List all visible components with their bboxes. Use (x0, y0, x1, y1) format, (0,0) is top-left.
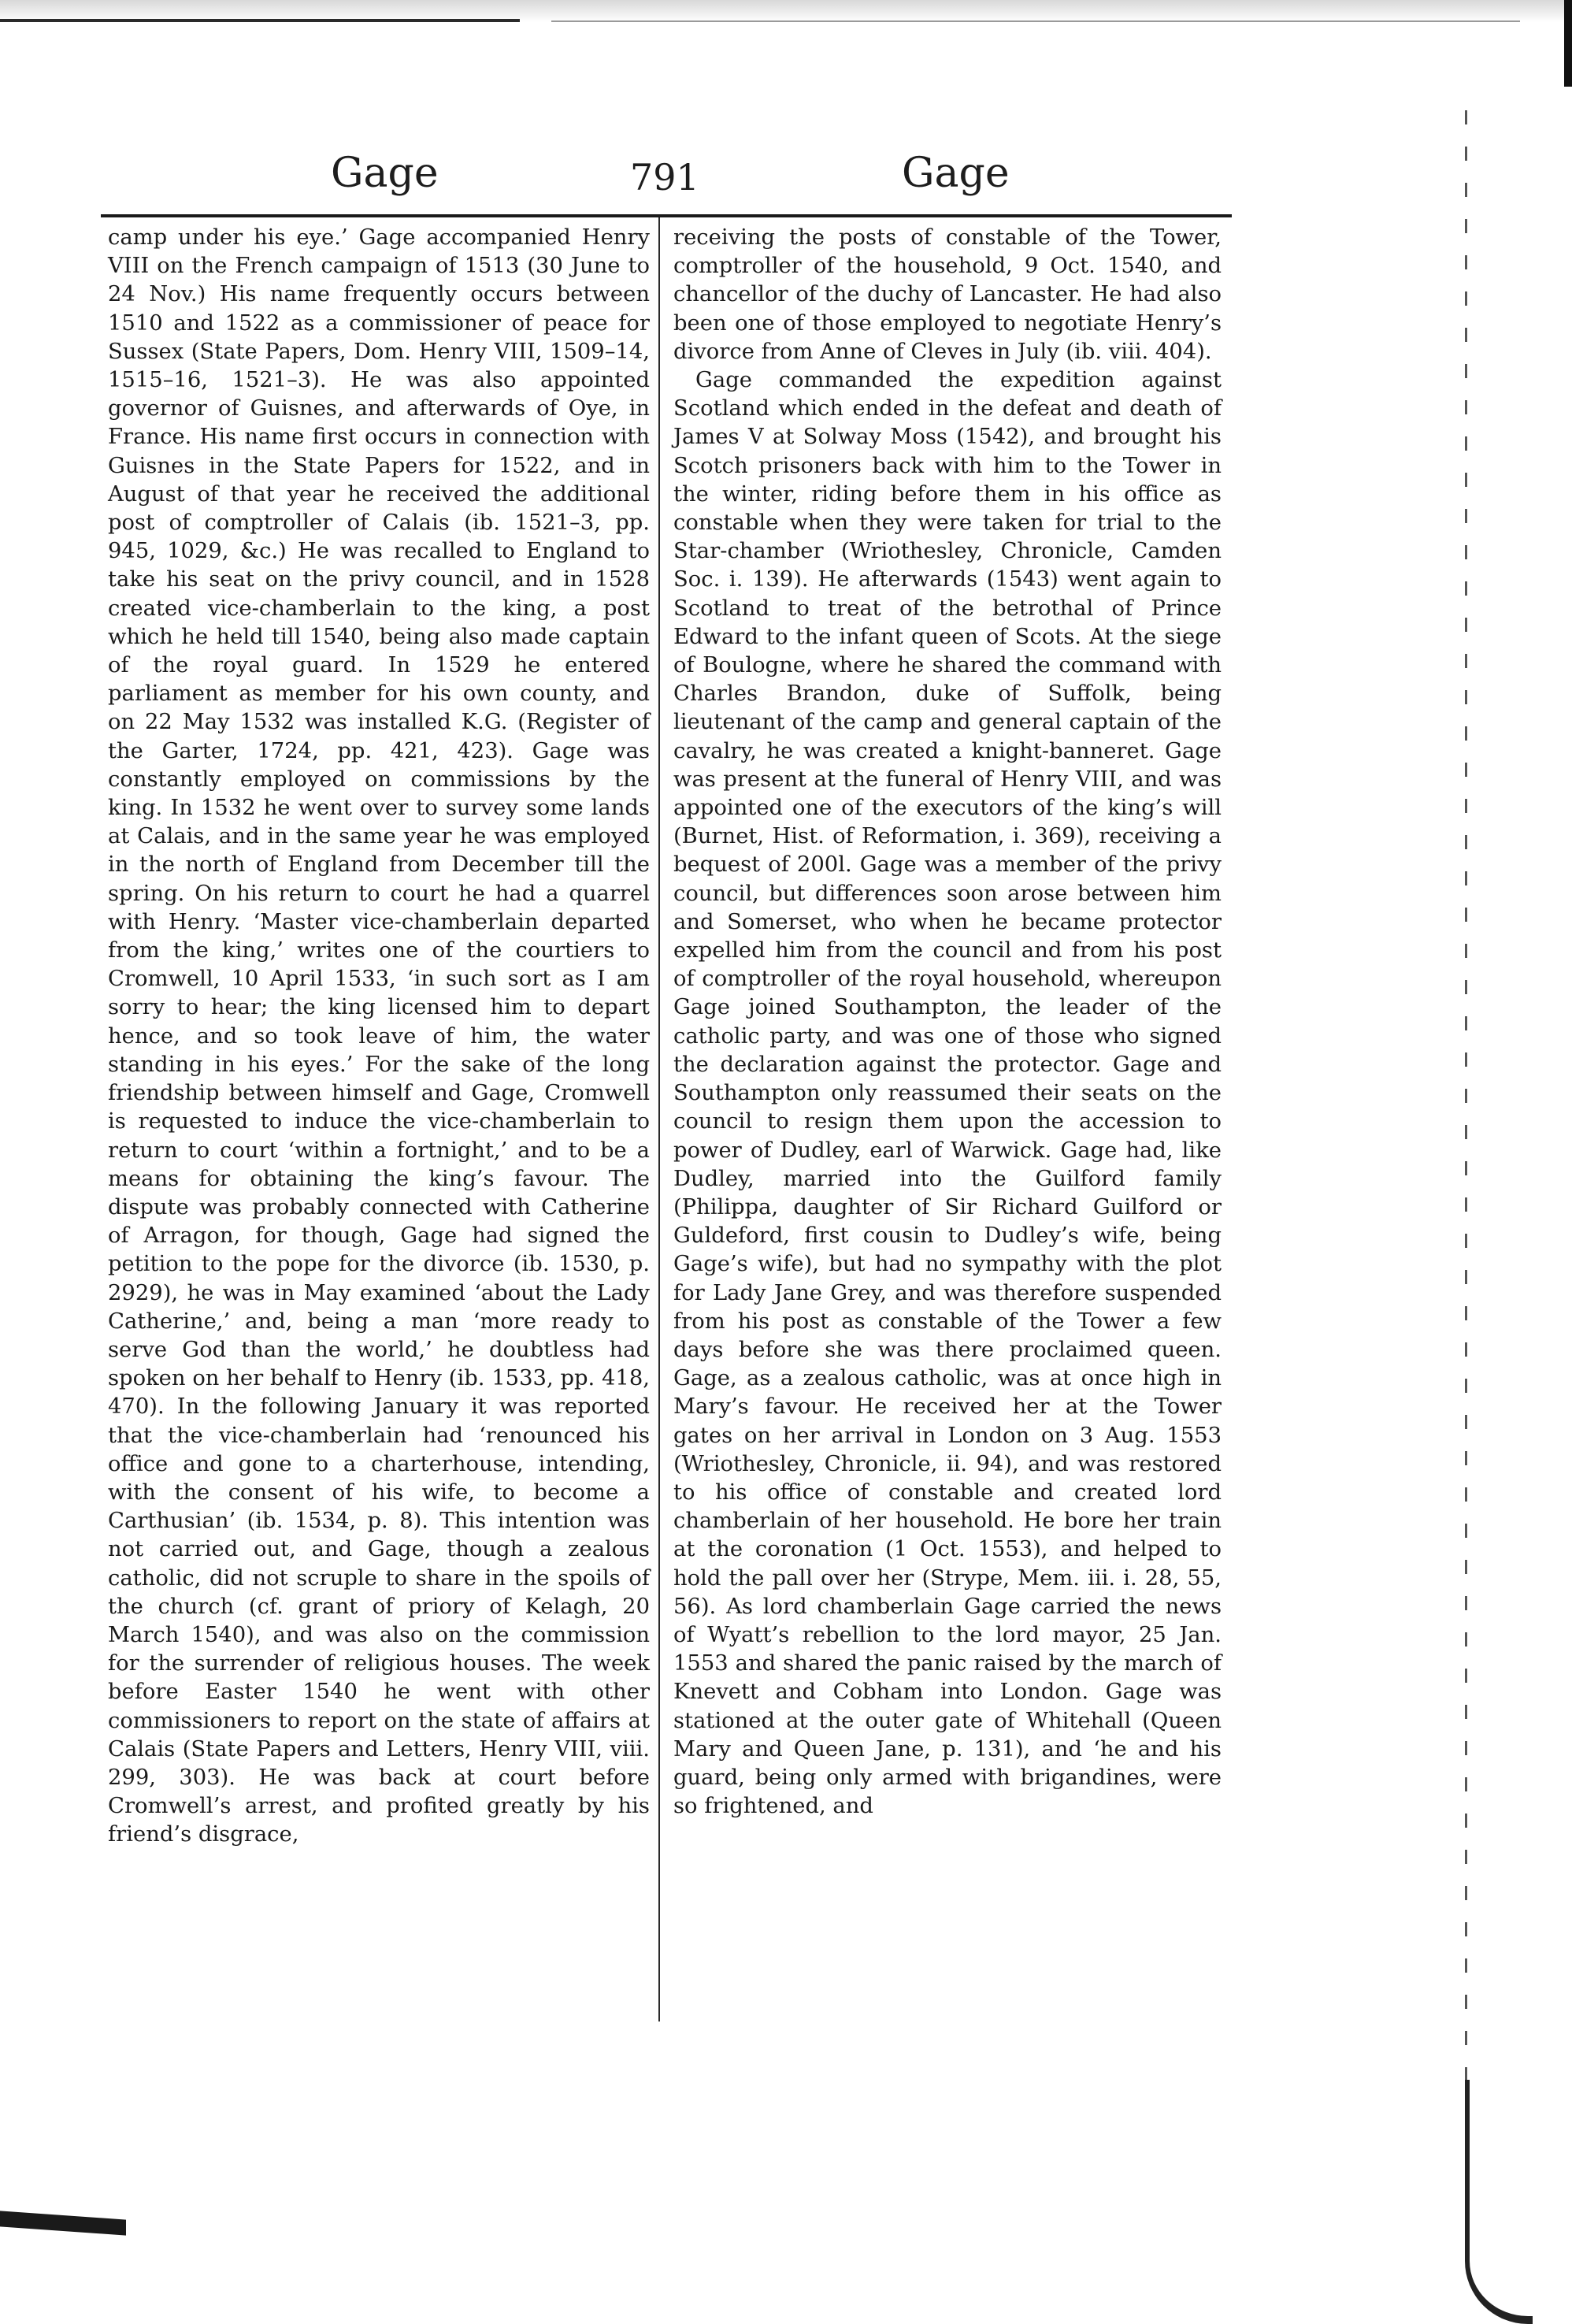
right-paragraph-2: Gage commanded the expedition against Scotland which ended in the defeat and death of James V at Solway Moss (1542), and brought his Scotch prisoners back with him to the Tower in the winter, riding before them in his office as constable when they were taken for trial to the Star-chamber (Wriothesley, Chronicle, Camden Soc. i. 139). He afterwards (1543) went again to Scotland to treat of the betrothal of Prince Edward to the infant queen of Scots. At the siege of Boulogne, where he shared the command with Charles Brandon, duke of Suffolk, being lieutenant of the camp and general captain of the cavalry, he was created a knight-banneret. Gage was present at the funeral of Henry VIII, and was appointed one of the executors of the king’s will (Burnet, Hist. of Reformation, i. 369), receiving a bequest of 200l. Gage was a member of the privy council, but differences soon arose between him and Somerset, who when he became protector expelled him from the council and from his post of comptroller of the royal household, whereupon Gage joined Southampton, the leader of the catholic party, and was one of those who signed the declaration against the protector. Gage and Southampton only reassumed their seats on the council to resign them upon the accession to power of Dudley, earl of Warwick. Gage had, like Dudley, married into the Guilford family (Philippa, daughter of Sir Richard Guilford or Guldeford, first cousin to Dudley’s wife, being Gage’s wife), but had no sympathy with the plot for Lady Jane Grey, and was therefore suspended from his post as constable of the Tower a few days before she was there proclaimed queen. Gage, as a zealous catholic, was at once high in Mary’s favour. He received her at the Tower gates on her arrival in London on 3 Aug. 1553 (Wriothesley, Chronicle, ii. 94), and was restored to his office of constable and created lord chamberlain of her household. He bore her train at the coronation (1 Oct. 1553), and helped to hold the pall over her (Strype, Mem. iii. i. 28, 55, 56). As lord chamberlain Gage carried the news of Wyatt’s rebellion to the lord mayor, 25 Jan. 1553 and shared the panic raised by the march of Knevett and Cobham into London. Gage was stationed at the outer gate of Whitehall (Queen Mary and Queen Jane, p. 131), and ‘he and his guard, being only armed with brigandines, were so frightened, and (673, 368, 1222, 1819)
page-number: 791 (630, 156, 699, 199)
scan-edge-strip (1465, 110, 1467, 2237)
running-head-left: Gage (331, 150, 439, 197)
column-divider (658, 217, 660, 2021)
running-head-right: Gage (902, 150, 1010, 197)
right-paragraph-1: receiving the posts of constable of the Tower, comptroller of the household, 9 Oct. 1540, and chancellor of the duchy of Lancaster. He had also been one of those employed to negotiate Henry’s divorce from Anne of Cleves in July (ib. viii. 404). (673, 225, 1222, 364)
scan-page-curl (1465, 2080, 1533, 2324)
left-column (108, 224, 650, 1850)
header-rule (101, 214, 1232, 217)
scan-corner-mark (1512, 0, 1572, 87)
scan-top-rule (0, 19, 520, 22)
left-paragraph-1: camp under his eye.’ Gage accompanied Henry VIII on the French campaign of 1513 (30 June to 24 Nov.) His name frequently occurs between 1510 and 1522 as a commissioner of peace for Sussex (State Papers, Dom. Henry VIII, 1509–14, 1515–16, 1521–3). He was also appointed governor of Guisnes, and afterwards of Oye, in France. His name first occurs in connection with Guisnes in the State Papers for 1522, and in August of that year he received the additional post of comptroller of Calais (ib. 1521–3, pp. 945, 1029, &c.) He was recalled to England to take his seat on the privy council, and in 1528 created vice-chamberlain to the king, a post which he held till 1540, being also made captain of the royal guard. In 1529 he entered parliament as member for his own county, and on 22 May 1532 was installed K.G. (Register of the Garter, 1724, pp. 421, 423). Gage was constantly employed on commissions by the king. In 1532 he went over to survey some lands at Calais, and in the same year he was employed in the north of England from December till the spring. On his return to court he had a quarrel with Henry. ‘Master vice-chamberlain departed from the king,’ writes one of the courtiers to Cromwell, 10 April 1533, ‘in such sort as I am sorry to hear; the king licensed him to depart hence, and so took leave of him, the water standing in his eyes.’ For the sake of the long friendship between himself and Gage, Cromwell is requested to induce the vice-chamberlain to return to court ‘within a fortnight,’ and to be a means for obtaining the king’s favour. The dispute was probably connected with Catherine of Arragon, for though, Gage had signed the petition to the pope for the divorce (ib. 1530, p. 2929), he was in May examined ‘about the Lady Catherine,’ and, being a man ‘more ready to serve God than the world,’ he doubtless had spoken on her behalf to Henry (ib. 1533, pp. 418, 470). In the following January it was reported that the vice-chamberlain had ‘renounced his office and gone to a charterhouse, intending, with the consent of his wife, to become a Carthusian’ (ib. 1534, p. 8). This intention was not carried out, and Gage, though a zealous catholic, did not scruple to share in the spoils of the church (cf. grant of priory of Kelagh, 20 March 1540), and was also on the commission for the surrender of religious houses. The week before Easter 1540 he went with other commissioners to report on the state of affairs at Calais (State Papers and Letters, Henry VIII, viii. 299, 303). He was back at court before Cromwell’s arrest, and profited greatly by his friend’s disgrace, (108, 225, 650, 1847)
scan-right-edge (1418, 110, 1528, 2237)
scan-bottom-mark (0, 2211, 126, 2235)
scan-top-rule-faint (551, 20, 1520, 22)
right-column (673, 224, 1222, 1821)
